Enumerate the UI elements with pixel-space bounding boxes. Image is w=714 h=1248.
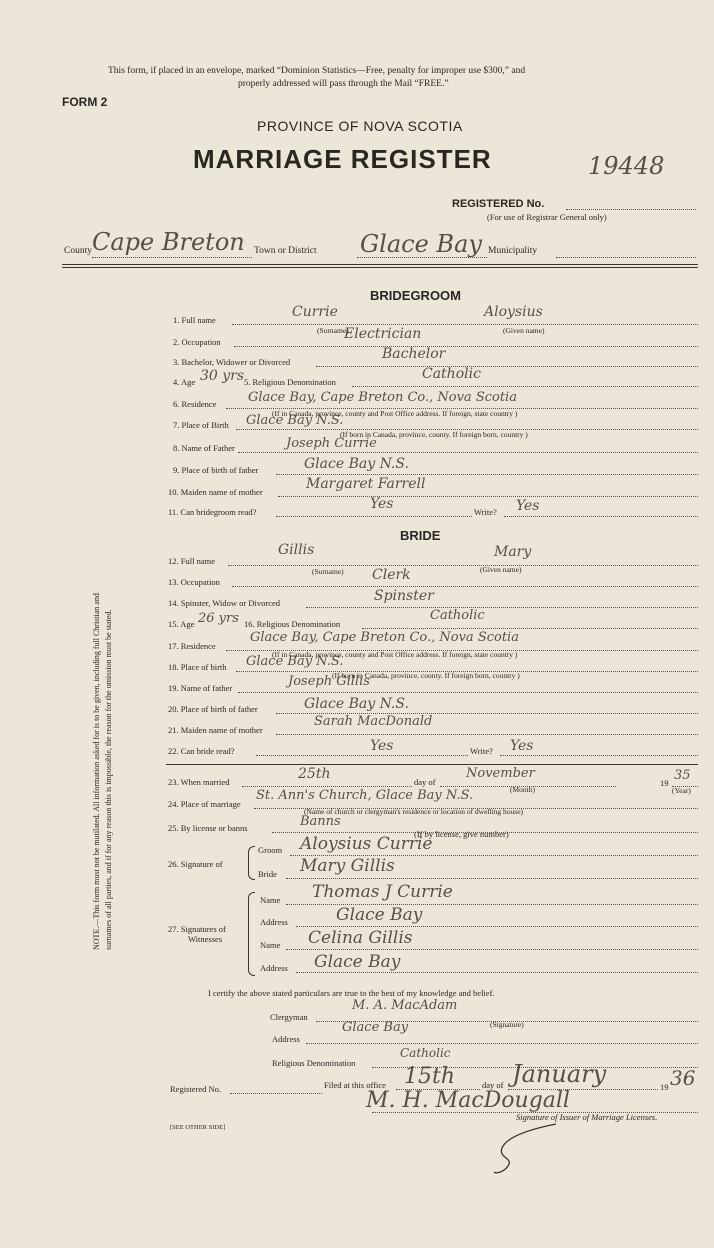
bride-write-label: Write? (470, 746, 493, 756)
field-25-label: 25. By license or banns (168, 823, 248, 833)
groom-can-read: Yes (370, 496, 394, 512)
day-of-label: day of (414, 777, 436, 787)
filed-year-prefix: 19 (660, 1082, 669, 1092)
field-12-label: 12. Full name (168, 556, 215, 566)
witness-1-address-label: Address (260, 917, 288, 927)
county-value: Cape Breton (92, 228, 245, 256)
bride-birthplace: Glace Bay N.S. (246, 654, 344, 669)
bride-age: 26 yrs (198, 611, 239, 626)
groom-status: Bachelor (382, 346, 446, 362)
field-21-label: 21. Maiden name of mother (168, 725, 263, 735)
field-6-label: 6. Residence (173, 399, 217, 409)
groom-signature-label: Groom (258, 845, 283, 855)
bride-heading: BRIDE (400, 528, 441, 543)
groom-mother-maiden: Margaret Farrell (306, 476, 426, 492)
year-caption: (Year) (672, 786, 691, 795)
issuer-caption: Signature of Issuer of Marriage Licenses. (516, 1112, 658, 1122)
groom-birthplace: Glace Bay N.S. (246, 413, 344, 428)
signature-brace (248, 846, 255, 880)
field-10-line (278, 496, 698, 497)
field-10-label: 10. Maiden name of mother (168, 487, 263, 497)
bride-residence: Glace Bay, Cape Breton Co., Nova Scotia (250, 630, 519, 645)
witness-2-name-label: Name (260, 940, 281, 950)
side-note-line-2: surnames of all parties, and if for any reason this is impossible, the reason for the omission must be stated. (104, 609, 113, 950)
field-15-label: 15. Age (168, 619, 195, 629)
field-23-day-line (242, 786, 412, 787)
field-16-label: 16. Religious Denomination (244, 619, 341, 629)
field-8-line (238, 452, 698, 453)
surname-caption: (Surname) (317, 326, 349, 335)
field-26-label: 26. Signature of (168, 859, 223, 869)
witness-1-name: Thomas J Currie (312, 882, 453, 902)
witness-1-name-label: Name (260, 895, 281, 905)
groom-father-birthplace: Glace Bay N.S. (304, 456, 409, 472)
field-11-write-line (504, 516, 698, 517)
bride-signature-label: Bride (258, 869, 277, 879)
groom-father: Joseph Currie (286, 436, 377, 451)
witness-2-name-line (286, 949, 698, 950)
field-8-label: 8. Name of Father (173, 443, 235, 453)
field-20-label: 20. Place of birth of father (168, 704, 258, 714)
field-13-label: 13. Occupation (168, 577, 220, 587)
municipality-line (556, 257, 696, 258)
groom-occupation: Electrician (344, 326, 422, 342)
see-other-side: [SEE OTHER SIDE] (170, 1124, 226, 1131)
pen-flourish-mark (486, 1118, 566, 1178)
field-4-label: 4. Age (173, 377, 196, 387)
license-note: (If by license, give number) (414, 829, 509, 839)
groom-religion: Catholic (422, 366, 481, 382)
groom-signature: Aloysius Currie (300, 834, 433, 854)
clergy-religion: Catholic (400, 1046, 451, 1060)
married-month: November (466, 766, 535, 781)
municipality-label: Municipality (488, 246, 538, 256)
witness-brace (248, 892, 255, 976)
filed-day-of-label: day of (482, 1080, 504, 1090)
year-prefix: 19 (660, 778, 669, 788)
field-23-label: 23. When married (168, 777, 230, 787)
bride-surname: Gillis (278, 542, 315, 558)
divider (166, 764, 698, 765)
groom-can-write: Yes (516, 498, 540, 514)
form-number: FORM 2 (62, 95, 108, 109)
field-27-label-b: Witnesses (188, 934, 223, 944)
province-heading: PROVINCE OF NOVA SCOTIA (257, 118, 463, 134)
county-label: County (64, 246, 92, 256)
field-9-label: 9. Place of birth of father (173, 465, 259, 475)
postal-notice-line-1: This form, if placed in an envelope, marked “Dominion Statistics—Free, penalty for improper use $300,” and (108, 66, 526, 76)
bride-birth-note: (If born in Canada, province, county. If foreign born, country ) (332, 671, 520, 680)
issuer-signature: M. H. MacDougall (366, 1088, 570, 1113)
field-11-label: 11. Can bridegroom read? (168, 507, 257, 517)
postal-notice-line-2: properly addressed will pass through the Mail “FREE.” (238, 79, 449, 89)
field-2-label: 2. Occupation (173, 337, 221, 347)
witness-1-address-line (296, 926, 698, 927)
field-19-line (238, 692, 698, 693)
place-note: (Name of church or clergyman's residence or location of dwelling house) (304, 807, 524, 816)
bride-father-birthplace: Glace Bay N.S. (304, 696, 409, 712)
divider (62, 264, 698, 265)
field-14-line (306, 607, 698, 608)
witness-2-address: Glace Bay (314, 952, 401, 972)
month-caption: (Month) (510, 785, 535, 794)
field-21-line (276, 734, 698, 735)
registrar-note: (For use of Registrar General only) (487, 212, 607, 222)
town-line (357, 257, 487, 258)
filed-label: Filed at this office (324, 1080, 386, 1090)
field-5-line (352, 386, 698, 387)
registered-no-footer-label: Registered No. (170, 1084, 221, 1094)
residence-note: (If in Canada, province, county and Post Office address. If foreign, state country ) (272, 409, 518, 418)
bride-father: Joseph Gillis (288, 674, 370, 689)
given-name-caption: (Given name) (503, 326, 545, 335)
county-line (92, 257, 252, 258)
field-22-label: 22. Can bride read? (168, 746, 235, 756)
page-title: MARRIAGE REGISTER (193, 144, 492, 174)
witness-1-address: Glace Bay (336, 905, 423, 925)
field-11-read-line (276, 516, 472, 517)
field-1-line (232, 324, 698, 325)
license-or-banns: Banns (300, 814, 341, 829)
groom-surname: Currie (292, 304, 338, 320)
registered-no-label: REGISTERED No. (452, 198, 545, 210)
bride-mother-maiden: Sarah MacDonald (314, 714, 433, 729)
field-2-line (234, 346, 698, 347)
field-27-label-a: 27. Signatures of (168, 924, 226, 934)
field-13-line (232, 586, 698, 587)
registered-no-line (566, 209, 696, 210)
clergy-address-label: Address (272, 1034, 300, 1044)
bride-signature: Mary Gillis (300, 856, 395, 876)
field-22-write-line (500, 755, 698, 756)
field-12-line (228, 565, 698, 566)
witness-2-address-label: Address (260, 963, 288, 973)
field-17-label: 17. Residence (168, 641, 216, 651)
married-year: 35 (674, 768, 691, 783)
bridegroom-heading: BRIDEGROOM (370, 288, 461, 303)
groom-residence: Glace Bay, Cape Breton Co., Nova Scotia (248, 390, 517, 405)
bride-occupation: Clerk (372, 567, 411, 583)
town-value: Glace Bay (360, 230, 482, 258)
field-3-label: 3. Bachelor, Widower or Divorced (173, 357, 291, 367)
field-24-label: 24. Place of marriage (168, 799, 241, 809)
groom-given-name: Aloysius (484, 304, 543, 320)
religious-denomination-label: Religious Denomination (272, 1058, 356, 1068)
field-9-line (276, 474, 698, 475)
bride-given-name: Mary (494, 544, 532, 560)
bride-can-read: Yes (370, 738, 394, 754)
clergy-address: Glace Bay (342, 1020, 409, 1035)
field-1-label: 1. Full name (173, 315, 216, 325)
place-of-marriage: St. Ann's Church, Glace Bay N.S. (256, 788, 474, 803)
register-number-handwritten: 19448 (588, 152, 665, 180)
field-3-line (316, 366, 698, 367)
clergyman-label: Clergyman (270, 1012, 308, 1022)
bride-can-write: Yes (510, 738, 534, 754)
clergyman-signature: M. A. MacAdam (352, 998, 458, 1013)
field-16-line (362, 628, 698, 629)
witness-2-address-line (296, 972, 698, 973)
bride-residence-note: (If in Canada, province, county and Post Office address. If foreign, state country ) (272, 650, 518, 659)
clergy-address-line (306, 1043, 698, 1044)
bride-religion: Catholic (430, 608, 485, 623)
field-22-read-line (256, 755, 468, 756)
bride-signature-line (286, 878, 698, 879)
filed-month: January (512, 1060, 607, 1088)
groom-age: 30 yrs (200, 368, 245, 384)
field-18-label: 18. Place of birth (168, 662, 227, 672)
bride-status: Spinster (374, 588, 434, 604)
field-5-label: 5. Religious Denomination (244, 377, 336, 387)
certification-statement: I certify the above stated particulars are true to the best of my knowledge and belief. (208, 988, 495, 998)
field-19-label: 19. Name of father (168, 683, 233, 693)
filed-year: 36 (670, 1066, 696, 1090)
bride-given-caption: (Given name) (480, 565, 522, 574)
field-7-label: 7. Place of Birth (173, 420, 229, 430)
registered-no-footer-line (230, 1093, 322, 1094)
signature-caption: (Signature) (490, 1020, 524, 1029)
write-label: Write? (474, 507, 497, 517)
field-14-label: 14. Spinster, Widow or Divorced (168, 598, 281, 608)
divider (62, 267, 698, 268)
birth-note: (If born in Canada, province, county. If foreign born, country ) (340, 430, 528, 439)
bride-surname-caption: (Surname) (312, 567, 344, 576)
filed-day: 15th (404, 1064, 456, 1089)
witness-2-name: Celina Gillis (308, 928, 413, 948)
side-note-line-1: NOTE.—This form must not be mutilated. All information asked for is to be given, including full Christian and (92, 593, 101, 950)
town-label: Town or District (254, 246, 317, 256)
married-day: 25th (298, 766, 331, 782)
